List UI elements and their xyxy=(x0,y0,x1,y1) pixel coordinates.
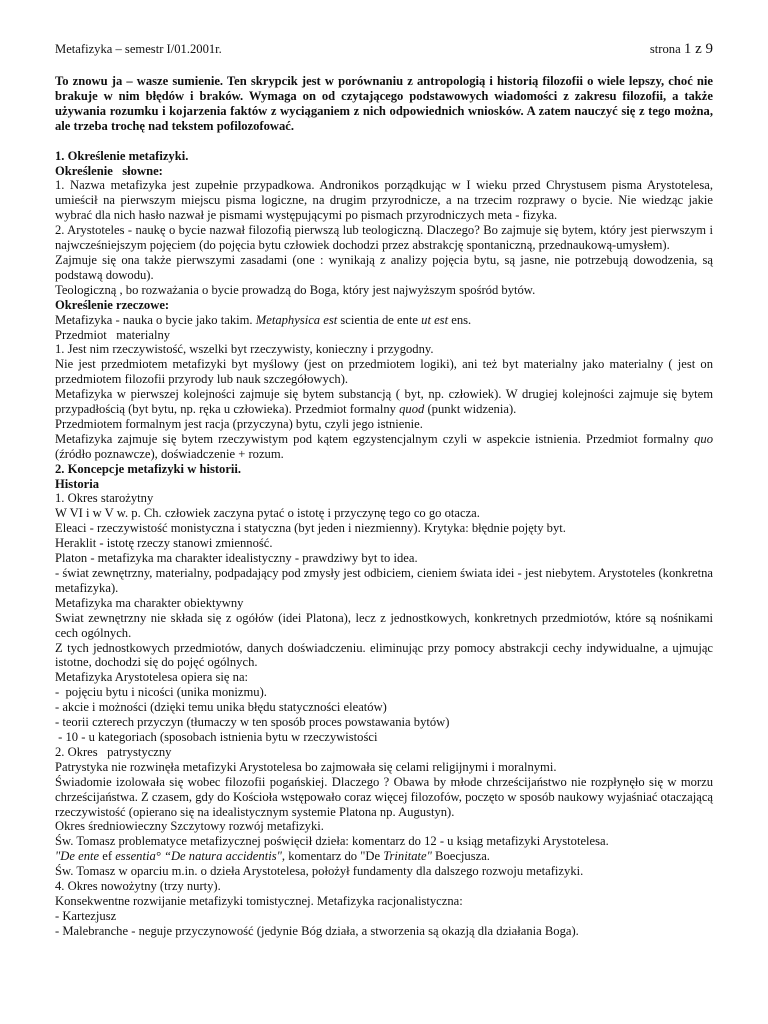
list-item: - pojęciu bytu i nicości (unika monizmu). xyxy=(55,685,267,700)
document-page xyxy=(55,42,713,939)
paragraph: Przedmiotem formalnym jest racja (przyczyna) bytu, czyli jego istnienie. xyxy=(55,416,423,431)
definition-latin: Metaphysica est xyxy=(255,312,338,327)
section-1-heading: 1. Określenie metafizyki. xyxy=(55,148,189,163)
paragraph: Konsekwentne rozwijanie metafizyki tomistycznej. Metafizyka racjonalistyczna: xyxy=(55,893,463,908)
list-item: - teorii czterech przyczyn (tłumaczy w ten sposób proces powstawania bytów) xyxy=(55,715,450,730)
text: Metafizyka w pierwszej kolejności zajmuje się bytem substancją ( byt, np. człowiek). W drugiej kolejności zajmuje się bytem przypadłością (byt bytu, np. ręka u człowieka). Przedmiot formalny xyxy=(55,387,713,417)
text: (źródło poznawcze), doświadczenie + rozum. xyxy=(55,446,284,461)
text: (punkt widzenia). xyxy=(424,402,517,417)
paragraph: Heraklit - istotę rzeczy stanowi zmienność. xyxy=(55,536,273,551)
period-heading: 1. Okres starożytny xyxy=(55,491,154,506)
page-number xyxy=(650,42,713,57)
text: Boecjusza. xyxy=(431,849,490,864)
list-item: - Kartezjusz xyxy=(55,908,117,923)
latin-term: quod xyxy=(399,402,425,417)
paragraph: Platon - metafizyka ma charakter idealistyczny - prawdziwy byt to idea. xyxy=(55,551,418,566)
paragraph: Teologiczną , bo rozważania o bycie prowadzą do Boga, który jest najwyższym spośród bytów. xyxy=(55,282,536,297)
section-2-heading: 2. Koncepcje metafizyki w historii. xyxy=(55,461,242,476)
paragraph: Okres średniowieczny Szczytowy rozwój metafizyki. xyxy=(55,819,324,834)
list-item: - Malebranche - neguje przyczynowość (jedynie Bóg działa, a stworzenia są okazją dla działania Boga). xyxy=(55,923,579,938)
paragraph: - świat zewnętrzny, materialny, podpadający pod zmysły jest odbiciem, cieniem świata idei - jest niebytem. Arystoteles (konkretna metafizyka). xyxy=(55,566,713,595)
paragraph: Metafizyka Arystotelesa opiera się na: xyxy=(55,670,249,685)
text: ef xyxy=(99,849,116,864)
paragraph xyxy=(55,432,713,462)
header-title: Metafizyka – semestr I/01.2001r. xyxy=(55,42,222,56)
paragraph: Z tych jednostkowych przedmiotów, danych doświadczeniu. eliminując przy pomocy abstrakcji cechy indywidualne, a ujmując istotne, dochodzi się do pojęć ogólnych. xyxy=(55,640,713,670)
paragraph: Swiat zewnętrzny nie składa się z ogółów (idei Platona), lecz z jednostkowych, konkretnych przedmiotów, które są nośnikami cech ogólnych. xyxy=(55,610,713,640)
intro-paragraph: To znowu ja – wasze sumienie. Ten skrypcik jest w porównaniu z antropologią i historią filozofii o wiele lepszy, choć nie brakuje w nim błędów i braków. Wymaga on od czytającego podstawowych wiadomości z zakresu filozofii, a także używania rozumku i kojarzenia faktów z wyciąganiem z nich odpowiednich wniosków. A zatem nauczyć się z tego można, ale trzeba trochę nad tekstem pofilozofować. xyxy=(55,74,713,133)
paragraph: Metafizyka ma charakter obiektywny xyxy=(55,595,244,610)
definition-text: scientia de ente xyxy=(337,312,422,327)
historia-heading: Historia xyxy=(55,476,100,491)
paragraph: Eleaci - rzeczywistość monistyczna i statyczna (byt jeden i niezmienny). Krytyka: błędnie pojęty byt. xyxy=(55,521,566,536)
paragraph: Nie jest przedmiotem metafizyki byt myślowy (jest on przedmiotem logiki), ani też byt materialny jako materialny ( jest on przedmiotem filozofii przyrody lub nauk szczegółowych). xyxy=(55,357,713,387)
page-number-value: 1 z 9 xyxy=(683,41,713,57)
work-title: "De ente xyxy=(55,849,100,864)
work-title: Trinitate" xyxy=(383,849,432,864)
paragraph: 1. Nazwa metafizyka jest zupełnie przypadkowa. Andronikos porządkując w I wieku przed Chrystusem pisma Arystotelesa, umieścił na pierwszym miejscu pisma logiczne, na drugim przyrodnicze, a na trzecim rozprawy o bycie. Nie wiedząc jakie wybrać dla nich hasło nazwał je pismami występującymi po pismach przyrodniczych meta - fizyka. xyxy=(55,178,713,223)
paragraph: Świadomie izolowała się wobec filozofii pogańskiej. Dlaczego ? Obawa by młode chrześcijaństwo nie rozpłynęło się w morzu chrześcijaństwa. Z czasem, gdy do Kościoła wstępowało coraz więcej filozofów, poczęto w sposób naukowy wyjaśniać otaczającą rzeczywistość (opierano się na idealistycznym systemie Platona np. Augustyn). xyxy=(55,774,714,819)
rzeczowe-heading: Określenie rzeczowe: xyxy=(55,297,170,312)
list-item: - 10 - u kategoriach (sposobach istnienia bytu w rzeczywistości xyxy=(55,729,378,744)
page-header xyxy=(55,42,713,62)
works-line xyxy=(55,849,713,864)
paragraph: Patrystyka nie rozwinęła metafizyki Arystotelesa bo zajmowała się celami religijnymi i moralnymi. xyxy=(55,759,557,774)
definition-text: ens. xyxy=(448,312,472,327)
latin-term: quo xyxy=(694,431,713,446)
paragraph: Zajmuje się ona także pierwszymi zasadami (one : wynikają z analizy pojęcia bytu, są jasne, nie potrzebują dowodzenia, są podstawą dowodu). xyxy=(55,252,713,282)
text: , komentarz do "De xyxy=(281,849,384,864)
paragraph: 2. Arystoteles - naukę o bycie nazwał filozofią pierwszą lub teologiczną. Dlaczego? Bo zajmuje się bytem, który jest pierwszym i najwcześniejszym pojęciem (do pojęcia bytu człowiek dochodzi przez abstrakcję spontaniczną, przednaukową-umysłem). xyxy=(55,223,713,253)
list-item: - akcie i możności (dzięki temu unika błędu statyczności eleatów) xyxy=(55,700,387,715)
slowne-heading: Określenie słowne: xyxy=(55,163,163,178)
paragraph: W VI i w V w. p. Ch. człowiek zaczyna pytać o istotę i przyczynę tego co go otacza. xyxy=(55,506,480,521)
definition-latin: ut est xyxy=(421,312,449,327)
paragraph: Św. Tomasz problematyce metafizycznej poświęcił dzieła: komentarz do 12 - u ksiąg metafizyki Arystotelesa. xyxy=(55,834,609,849)
paragraph xyxy=(55,387,713,417)
period-heading: 4. Okres nowożytny (trzy nurty). xyxy=(55,879,221,894)
work-title: essentia° “De natura accidentis" xyxy=(115,849,282,864)
paragraph: 1. Jest nim rzeczywistość, wszelki byt rzeczywisty, konieczny i przygodny. xyxy=(55,342,434,357)
page-number-prefix: strona xyxy=(649,42,681,56)
definition-line xyxy=(55,313,713,328)
period-heading: 2. Okres patrystyczny xyxy=(55,744,172,759)
definition-text: Metafizyka - nauka o bycie jako takim. xyxy=(55,312,256,327)
przedmiot-label: Przedmiot materialny xyxy=(55,327,171,342)
paragraph: Św. Tomasz w oparciu m.in. o dzieła Arystotelesa, położył fundamenty dla dalszego rozwoju metafizyki. xyxy=(55,864,584,879)
text: Metafizyka zajmuje się bytem rzeczywistym pod kątem egzystencjalnym czyli w aspekcie istnienia. Przedmiot formalny xyxy=(55,431,695,446)
